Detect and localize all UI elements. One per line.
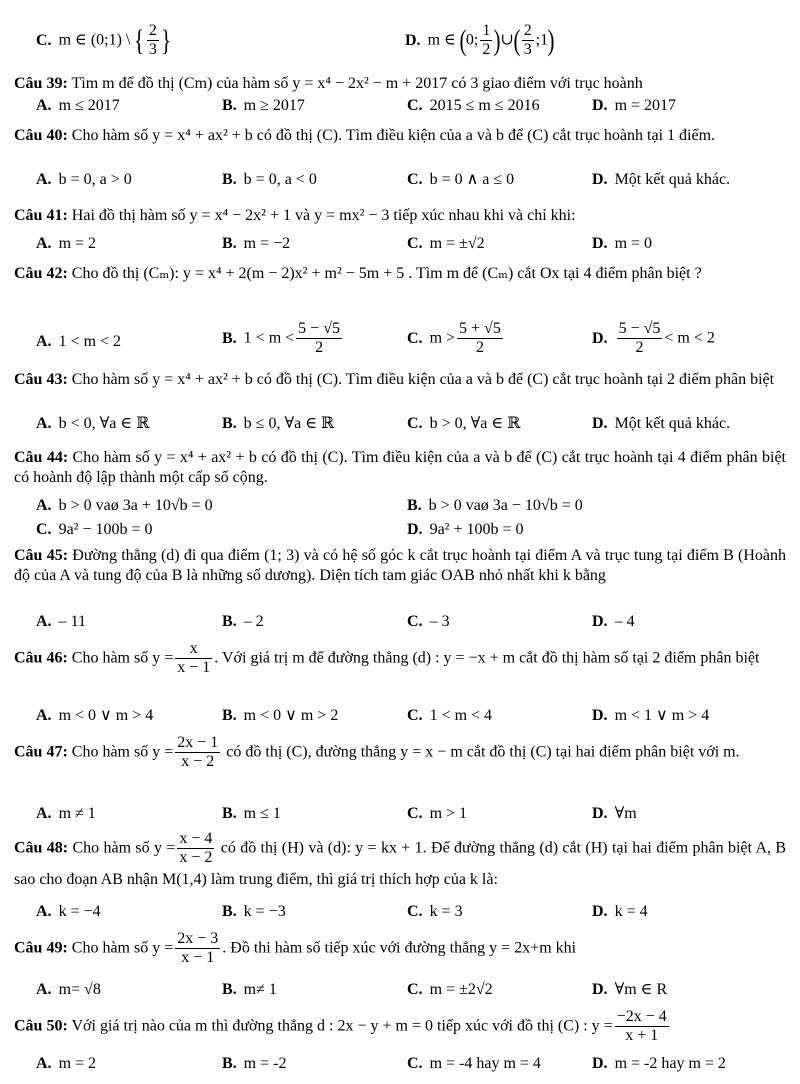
q42-option-b: B. 1 < m < $\frac{5 - √5}{2}$ — [222, 320, 340, 357]
q42-option-c: C. m > $\frac{5 + √5}{2}$ — [407, 320, 501, 357]
q42-option-a: A. 1 < m < 2 — [36, 333, 122, 350]
q41-option-a: A. m = 2 — [36, 235, 97, 252]
q47-option-a: A. m ≠ 1 — [36, 805, 96, 822]
q45-option-b: B. – 2 — [222, 613, 264, 630]
q44-option-d: D. 9a² + 100b = 0 — [407, 521, 524, 538]
question-39: Câu 39: Tìm m để đồ thị (Cm) của hàm số y = x⁴ − 2x² − m + 2017 có 3 giao điểm với trục hoành — [14, 75, 643, 92]
q49-options — [14, 980, 794, 1004]
q49-option-b: B. m≠ 1 — [222, 981, 277, 998]
q44-option-a: A. b > 0 vaø 3a + 10√b = 0 — [36, 497, 213, 514]
q48-option-a: A. k = −4 — [36, 903, 101, 920]
question-43: Câu 43: Cho hàm số y = x⁴ + ax² + b có đồ thị (C). Tìm điều kiện của a và b để (C) cắt trục hoành tại 2 điểm phân biệt — [14, 371, 775, 388]
q48-options — [14, 902, 794, 926]
q39-options — [14, 96, 794, 120]
q41-option-b: B. m = −2 — [222, 235, 291, 252]
question-47: Câu 47: Cho hàm số y = $\frac{2x - 1}{x - 2}$ có đồ thị (C), đường thẳng y = x − m cắt đồ thị (C) tại hai điểm phân biệt với m. — [14, 734, 740, 771]
q39-option-b: B. m ≥ 2017 — [222, 97, 305, 114]
q50-option-b: B. m = -2 — [222, 1055, 287, 1072]
q40-option-a: A. b = 0, a > 0 — [36, 171, 132, 188]
question-44: Câu 44: Cho hàm số y = x⁴ + ax² + b có đồ thị (C). Tìm điều kiện của a và b để (C) cắt trục hoành tại 4 điểm phân biệt có hoành độ lập thành một cấp số cộng. — [14, 449, 786, 486]
q48-option-c: C. k = 3 — [407, 903, 463, 920]
q49-option-d: D. ∀m ∈ R — [592, 981, 668, 998]
q45-options — [14, 612, 794, 636]
q44-option-c: C. 9a² − 100b = 0 — [36, 521, 153, 538]
q47-option-b: B. m ≤ 1 — [222, 805, 281, 822]
q43-option-b: B. b ≤ 0, ∀a ∈ ℝ — [222, 415, 335, 432]
q50-options — [14, 1054, 794, 1078]
q46-option-b: B. m < 0 ∨ m > 2 — [222, 707, 339, 724]
q47-option-d: D. ∀m — [592, 805, 637, 822]
q46-option-a: A. m < 0 ∨ m > 4 — [36, 707, 154, 724]
q43-option-d: D. Một kết quả khác. — [592, 415, 731, 432]
q46-option-d: D. m < 1 ∨ m > 4 — [592, 707, 710, 724]
q44-option-b: B. b > 0 vaø 3a − 10√b = 0 — [407, 497, 583, 514]
q39-option-a: A. m ≤ 2017 — [36, 97, 120, 114]
q50-option-d: D. m = -2 hay m = 2 — [592, 1055, 726, 1072]
question-46: Câu 46: Cho hàm số y = $\frac{x}{x - 1}$ . Với giá trị m để đường thẳng (d) : y = −x + m cắt đồ thị hàm số tại 2 điểm phân biệt — [14, 640, 760, 677]
q41-options — [14, 234, 794, 258]
q44-options-row1 — [14, 496, 794, 520]
q42-option-d: D. $\frac{5 - √5}{2}$ < m < 2 — [592, 320, 715, 357]
question-40: Câu 40: Cho hàm số y = x⁴ + ax² + b có đồ thị (C). Tìm điều kiện của a và b để (C) cắt trục hoành tại 1 điểm. — [14, 127, 716, 144]
q46-option-c: C. 1 < m < 4 — [407, 707, 493, 724]
q44-options-row2 — [14, 520, 794, 544]
q40-option-d: D. Một kết quả khác. — [592, 171, 731, 188]
q49-option-a: A. m= √8 — [36, 981, 101, 998]
question-49: Câu 49: Cho hàm số y = $\frac{2x - 3}{x - 1}$ . Đồ thi hàm số tiếp xúc với đường thẳng y = 2x+m khi — [14, 930, 577, 967]
q43-option-c: C. b > 0, ∀a ∈ ℝ — [407, 415, 521, 432]
question-48: Câu 48: Cho hàm số y = $\frac{x - 4}{x - 2}$ có đồ thị (H) và (d): y = kx + 1. Để đường thẳng (d) cắt (H) tại hai điểm phân biệt A, B sao cho đoạn AB nhận M(1,4) làm trung điểm, thì giá trị thích hợp của k là: — [14, 830, 787, 888]
q43-option-a: A. b < 0, ∀a ∈ ℝ — [36, 415, 150, 432]
q47-options — [14, 804, 794, 828]
q42-options — [14, 320, 794, 364]
q39-option-d: D. m = 2017 — [592, 97, 677, 114]
q40-options — [14, 170, 794, 194]
q41-option-d: D. m = 0 — [592, 235, 653, 252]
q50-option-a: A. m = 2 — [36, 1055, 97, 1072]
q45-option-d: D. – 4 — [592, 613, 635, 630]
q48-option-d: D. k = 4 — [592, 903, 648, 920]
q38-options — [14, 22, 794, 59]
q38-option-d: D. m ∈ (0; $\frac{1}{2}$ )∪( $\frac{2}{3}$ ;1) — [405, 22, 555, 59]
q49-option-c: C. m = ±2√2 — [407, 981, 493, 998]
q38-option-c: C. m ∈ (0;1) \ { $\frac{2}{3}$ } — [36, 22, 172, 59]
q50-option-c: C. m = -4 hay m = 4 — [407, 1055, 541, 1072]
q48-option-b: B. k = −3 — [222, 903, 286, 920]
q43-options — [14, 414, 794, 438]
q40-option-b: B. b = 0, a < 0 — [222, 171, 317, 188]
q45-option-a: A. – 11 — [36, 613, 86, 630]
question-45: Câu 45: Đường thẳng (d) đi qua điểm (1; 3) và có hệ số góc k cắt trục hoành tại điểm A và trục tung tại điểm B (Hoành độ của A và tung độ của B là những số dương). Diện tích tam giác OAB nhỏ nhất khi k bằng — [14, 547, 787, 584]
q45-option-c: C. – 3 — [407, 613, 450, 630]
question-50: Câu 50: Với giá trị nào của m thì đường thẳng d : 2x − y + m = 0 tiếp xúc với đồ thị (C) : y = $\frac{-2x - 4}{x + 1}$ — [14, 1008, 667, 1045]
question-41: Câu 41: Hai đồ thị hàm số y = x⁴ − 2x² + 1 và y = mx² − 3 tiếp xúc nhau khi và chỉ khi: — [14, 207, 576, 224]
q47-option-c: C. m > 1 — [407, 805, 468, 822]
q46-options — [14, 706, 794, 730]
question-42: Câu 42: Cho đồ thị (Cₘ): y = x⁴ + 2(m − 2)x² + m² − 5m + 5 . Tìm m để (Cₘ) cắt Ox tại 4 điểm phân biệt ? — [14, 265, 702, 282]
q41-option-c: C. m = ±√2 — [407, 235, 485, 252]
q39-option-c: C. 2015 ≤ m ≤ 2016 — [407, 97, 540, 114]
q40-option-c: C. b = 0 ∧ a ≤ 0 — [407, 171, 515, 188]
